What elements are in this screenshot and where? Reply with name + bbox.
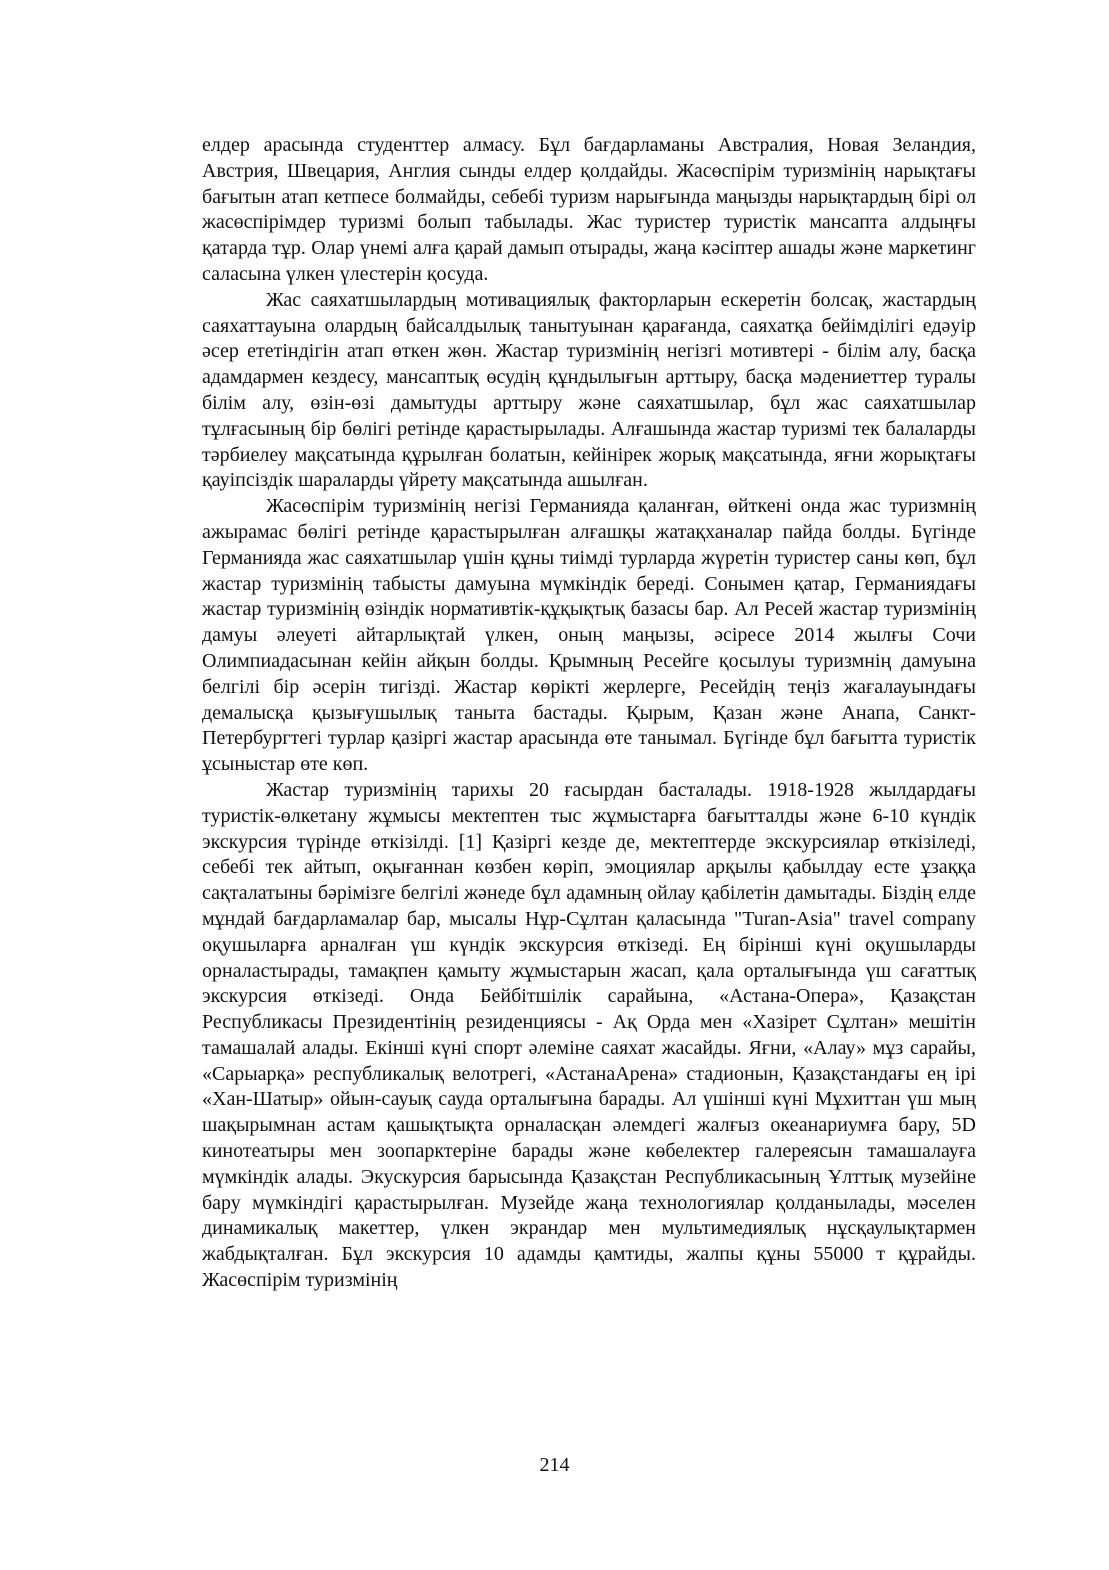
paragraph-3: Жасөспірім туризмінің негізі Германияда қаланған, өйткені онда жас туризмнің ажырамас бөлігі ретінде қарастырылған алғашқы жатақханалар пайда болды. Бүгінде Германияда жас саяхатшылар үшін құны тиімді турларда жүретін туристер саны көп, бұл жастар туризмінің табысты дамуына мүмкіндік береді. Сонымен қатар, Германиядағы жастар туризмінің өзіндік нормативтік-құқықтық базасы бар. Ал Ресей жастар туризмінің дамуы әлеуеті айтарлықтай үлкен, оның маңызы, әсіресе 2014 жылғы Сочи Олимпиадасынан кейін айқын болды. Қрымның Ресейге қосылуы туризмнің дамуына белгілі бір әсерін тигізді. Жастар көрікті жерлерге, Ресейдің теңіз жағалауындағы демалысқа қызығушылық таныта бастады. Қырым, Қазан және Анапа, Санкт-Петербургтегі турлар қазіргі жастар арасында өте танымал. Бүгінде бұл бағытта туристік ұсыныстар өте көп. [202,495,976,776]
page-number: 214 [539,1454,570,1476]
paragraph-4: Жастар туризмінің тарихы 20 ғасырдан басталады. 1918-1928 жылдардағы туристік-өлкетану жұмысы мектептен тыс жұмыстарға бағытталды және 6-10 күндік экскурсия түрінде өткізілді. [1] Қазіргі кезде де, мектептерде экскурсиялар өткізіледі, себебі тек айтып, оқығаннан көзбен көріп, эмоциялар арқылы қабылдау есте ұзаққа сақталатыны бәрімізге белгілі жәнеде бұл адамның ойлау қабілетін дамытады. Біздің елде мұндай бағдарламалар бар, мысалы Нұр-Сұлтан қаласында "Turan-Asia" travel company оқушыларға арналған үш күндік экскурсия өткізеді. Ең бірінші күні оқушыларды орналастырады, тамақпен қамыту жұмыстарын жасап, қала орталығында үш сағаттық экскурсия өткізеді. Онда Бейбітшілік сарайына, «Астана-Опера», Қазақстан Республикасы Президентінің резиденциясы - Ақ Орда мен «Хазірет Сұлтан» мешітін тамашалай алады. Екінші күні спорт әлеміне саяхат жасайды. Яғни, «Алау» мұз сарайы, «Сарыарқа» республикалық велотрегі, «АстанаАрена» стадионын, Қазақстандағы ең ірі «Хан-Шатыр» ойын-сауық сауда орталығына барады. Ал үшінші күні Мұхиттан үш мың шақырымнан астам қашықтықта орналасқан әлемдегі жалғыз океанариумға бару, 5D кинотеатыры мен зоопарктеріне барады және көбелектер галереясын тамашалауға мүмкіндік алады. Экускурсия барысында Қазақстан Республикасының Ұлттық музейіне бару мүмкіндігі қарастырылған. Музейде жаңа технологиялар қолданылады, мәселен динамикалық макеттер, үлкен экрандар мен мультимедиялық нұсқаулықтармен жабдықталған. Бұл экскурсия 10 адамды қамтиды, жалпы құны 55000 т құрайды. Жасөспірім туризмінің [202,778,976,1292]
body-text [202,133,976,1294]
paragraph-2: Жас саяхатшылардың мотивациялық факторларын ескеретін болсақ, жастардың саяхаттауына олардың байсалдылық танытуынан қарағанда, саяхатқа бейімділігі едәуір әсер ететіндігін атап өткен жөн. Жастар туризмінің негізгі мотивтері - білім алу, басқа адамдармен кездесу, мансаптық өсудің құндылығын арттыру, басқа мәдениеттер туралы білім алу, өзін-өзі дамытуды арттыру және саяхатшылар, бұл жас саяхатшылар тұлғасының бір бөлігі ретінде қарастырылады. Алғашында жастар туризмі тек балаларды тәрбиелеу мақсатында құрылған болатын, кейінірек жорық мақсатында, яғни жорықтағы қауіпсіздік шараларды үйрету мақсатында ашылған. [202,288,976,492]
paragraph-1: елдер арасында студенттер алмасу. Бұл бағдарламаны Австралия, Новая Зеландия, Австрия, Швецария, Англия сынды елдер қолдайды. Жасөспірім туризмінің нарықтағы бағытын атап кетпесе болмайды, себебі туризм нарығында маңызды нарықтардың бірі ол жасөспірімдер туризмі болып табылады. Жас туристер туристік мансапта алдыңғы қатарда тұр. Олар үнемі алға қарай дамып отырады, жаңа кәсіптер ашады және маркетинг саласына үлкен үлестерін қосуда. [202,134,976,285]
